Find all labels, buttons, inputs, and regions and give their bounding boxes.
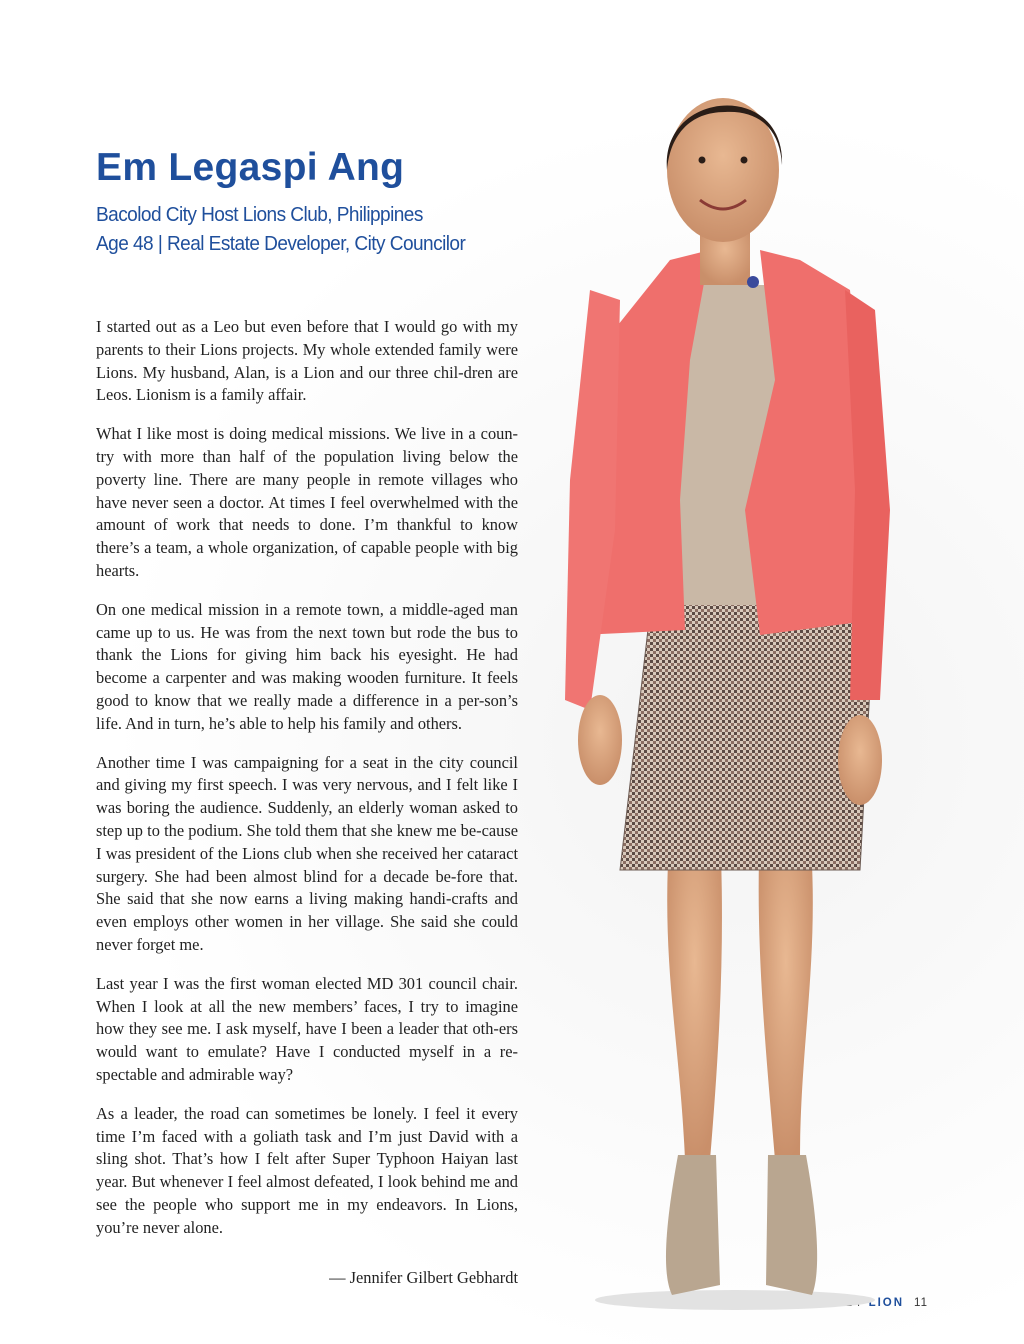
left-hand	[578, 695, 622, 785]
right-shoe	[766, 1155, 817, 1295]
left-leg	[667, 830, 722, 1160]
right-eye	[741, 157, 748, 164]
paragraph: Another time I was campaigning for a seat in the city council and giving my first speech. I was very nervous, and I felt like I was boring the audience. Suddenly, an elderly woman asked to step up to the podium. She told them that she knew me be-cause I was president of the Lions club when she received her cataract surgery. She had been almost blind for a decade be-fore that. She said that she now earns a living making handi-crafts and even employs other women in her village. She said she could never forget me.	[96, 752, 518, 954]
paragraph: Last year I was the first woman elected MD 301 council chair. When I look at all the new members’ faces, I try to imagine how they see me. I ask myself, have I been a leader that oth-ers would want to emulate? Have I conducted myself in a re-spectable and admirable way?	[96, 973, 518, 1084]
club-line: Bacolod City Host Lions Club, Philippines	[96, 203, 423, 226]
paragraph: I started out as a Leo but even before that I would go with my parents to their Lions projects. My whole extended family were Lions. My husband, Alan, is a Lion and our three chil-dren are Leos. Lionism is a family affair.	[96, 317, 518, 405]
lapel-pin-icon	[747, 276, 759, 288]
page-number: 11	[914, 1297, 928, 1309]
article-body	[96, 316, 518, 1255]
left-shoe	[666, 1155, 720, 1295]
profile-header	[96, 146, 556, 258]
author-signature: — Jennifer Gilbert Gebhardt	[329, 1268, 518, 1287]
right-hand	[838, 715, 882, 805]
paragraph: On one medical mission in a remote town, a middle-aged man came up to us. He was from the next town but rode the bus to thank the Lions for giving him back his eyesight. He had become a carpenter and was making wooden furniture. It feels good to know that we really made a difference in a per-son’s life. And in turn, he’s able to help his family and others.	[96, 599, 518, 733]
magazine-name: LION	[868, 1297, 905, 1309]
left-sleeve	[565, 290, 620, 710]
paragraph: As a leader, the road can sometimes be lonely. I feel it every time I’m faced with a goliath task and I’m just David with a sling shot. That’s how I felt after Super Typhoon Haiyan last year. But whenever I feel almost defeated, I look behind me and see the people who support me in my endeavors. In Lions, you’re never alone.	[96, 1103, 518, 1237]
profile-name: Em Legaspi Ang	[96, 146, 405, 189]
right-leg	[759, 830, 813, 1160]
floor-shadow	[595, 1290, 875, 1310]
portrait-photo	[560, 60, 890, 1320]
houndstooth-skirt	[620, 595, 875, 870]
paragraph: What I like most is doing medical missions. We live in a coun-try with more than half of the population living below the poverty line. There are many people in remote villages who have never seen a doctor. At times I feel overwhelmed with the amount of work that needs to done. I’m thankful to know there’s a team, a whole organization, of capable people with big hearts.	[96, 424, 518, 580]
left-eye	[699, 157, 706, 164]
details-line: Age 48 | Real Estate Developer, City Councilor	[96, 232, 466, 255]
